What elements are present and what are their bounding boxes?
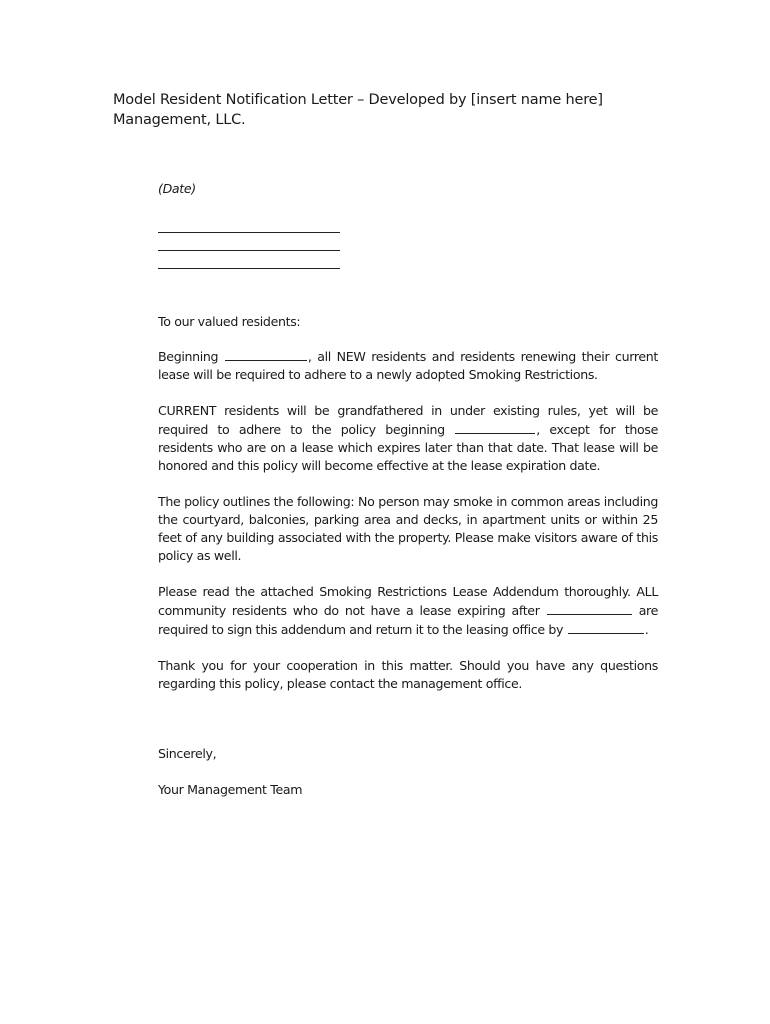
paragraph-thanks: Thank you for your cooperation in this matter. Should you have any questions regarding this policy, please contact the management office. bbox=[158, 658, 658, 691]
letter-body bbox=[158, 180, 658, 799]
address-lines bbox=[158, 232, 340, 269]
paragraph-policy: The policy outlines the following: No person may smoke in common areas including the courtyard, balconies, parking area and decks, in apartment units or within 25 feet of any building associated with the property. Please make visitors aware of this policy as well. bbox=[158, 494, 658, 563]
paragraph-text: , all NEW residents and residents renewing their current lease will be required to adhere to a newly adopted Smoking Restrictions. bbox=[158, 349, 658, 382]
paragraph-text: Beginning bbox=[158, 349, 219, 364]
paragraph-start-date bbox=[158, 347, 658, 384]
paragraph-text: are required to sign this addendum and return it to the leasing office by bbox=[158, 603, 659, 637]
signature: Your Management Team bbox=[158, 782, 303, 797]
return-date-blank bbox=[568, 620, 644, 634]
paragraph-text: , except for those residents who are on a lease which expires later than that date. That lease will be honored and this policy will become effective at the lease expiration date. bbox=[158, 422, 658, 473]
letter-header: Model Resident Notification Letter – Developed by [insert name here] Management, LLC. bbox=[113, 92, 603, 128]
closing: Sincerely, bbox=[158, 746, 217, 761]
paragraph-text: Please read the attached Smoking Restrictions Lease Addendum thoroughly. ALL community residents who do not have a lease expiring after bbox=[158, 584, 658, 618]
salutation: To our valued residents: bbox=[158, 314, 301, 329]
paragraph-addendum bbox=[158, 583, 658, 639]
paragraph-current-residents bbox=[158, 402, 658, 475]
policy-date-blank bbox=[455, 420, 535, 434]
address-line bbox=[158, 233, 340, 251]
date-placeholder: (Date) bbox=[158, 181, 196, 196]
paragraph-text: . bbox=[644, 622, 649, 637]
paragraph-text: CURRENT residents will be grandfathered in under existing rules, yet will be required to adhere to the policy beginning bbox=[158, 403, 658, 437]
start-date-blank bbox=[225, 347, 307, 361]
address-line bbox=[158, 251, 340, 269]
lease-expiry-blank bbox=[547, 601, 632, 615]
